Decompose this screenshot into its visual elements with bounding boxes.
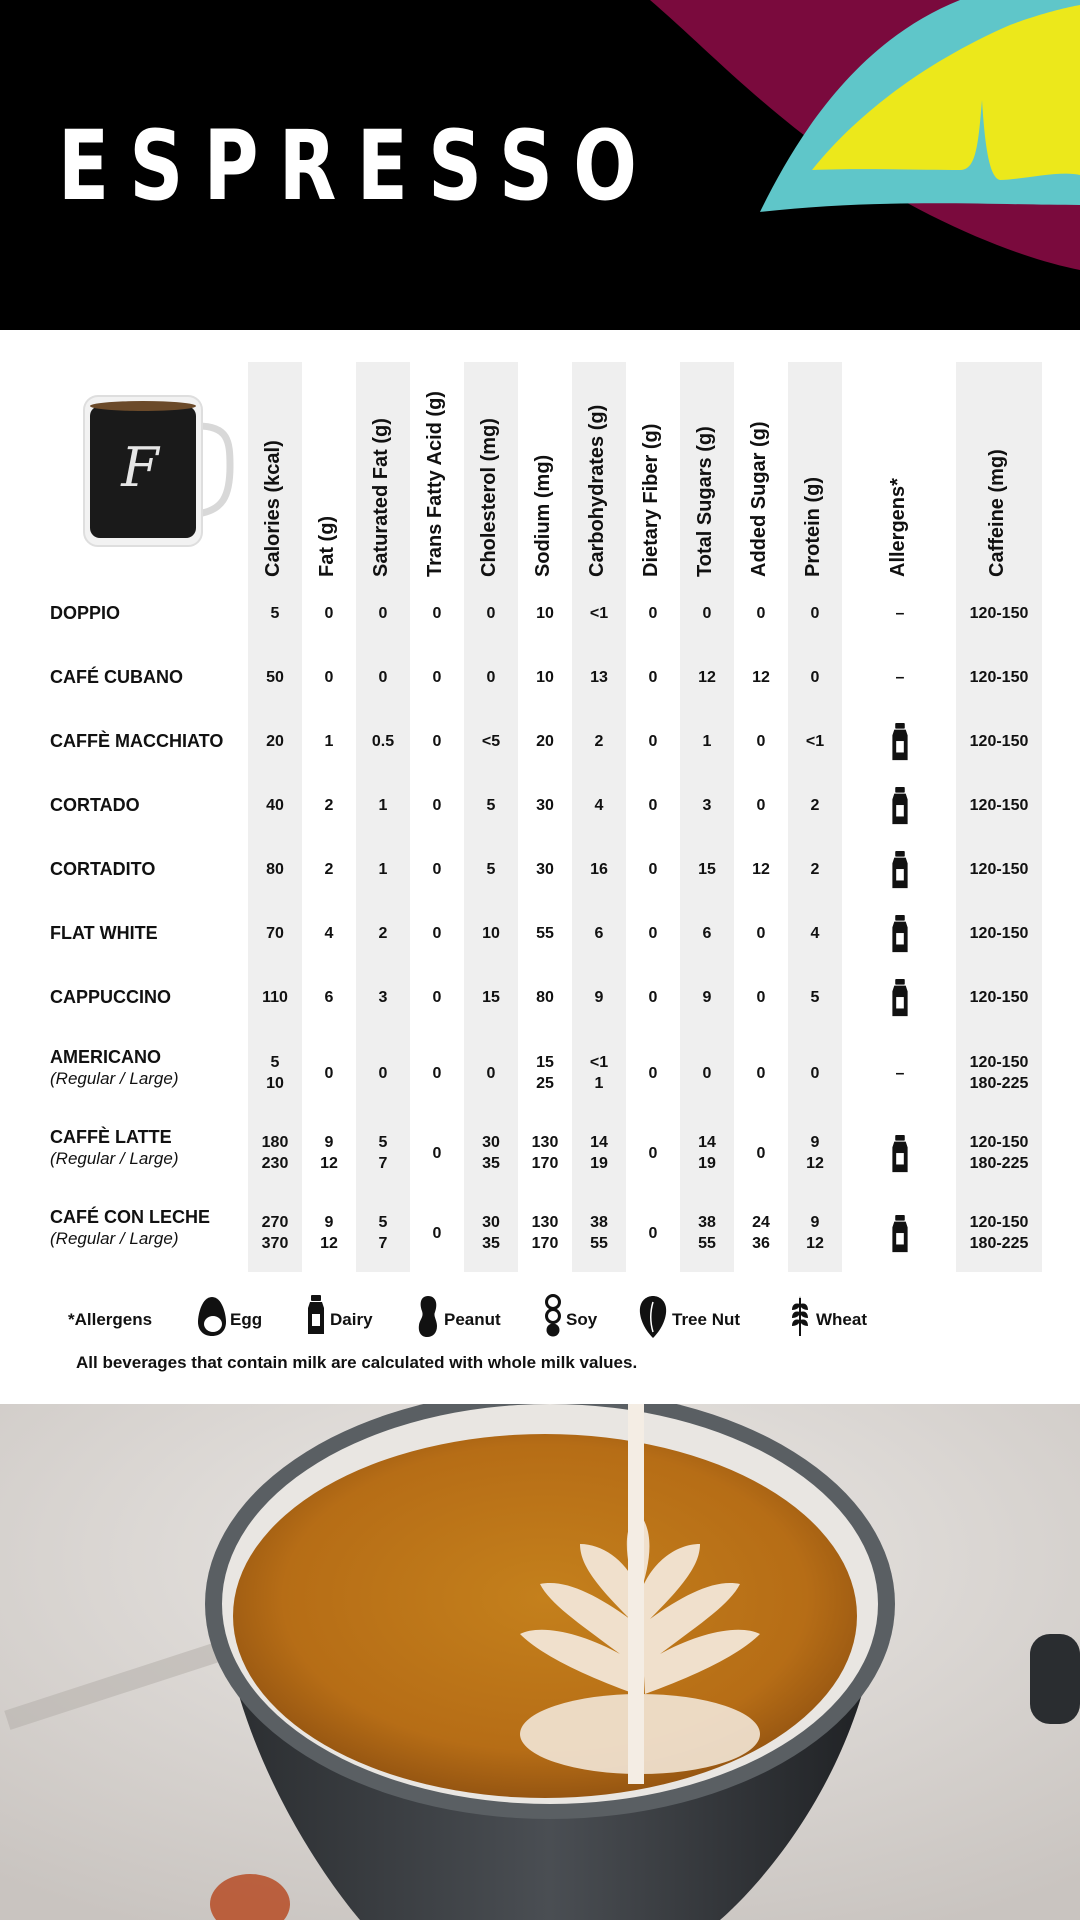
nutrition-value: 30 xyxy=(536,797,554,814)
nutrition-value: 9 xyxy=(702,989,712,1006)
dairy-icon xyxy=(890,1134,910,1172)
nutrition-value: 4 xyxy=(810,925,820,942)
nutrition-value: 0 xyxy=(378,1065,388,1082)
column-header: Fat (g) xyxy=(316,515,338,577)
drink-size-note: (Regular / Large) xyxy=(50,1069,179,1088)
nutrition-value: 130 170 xyxy=(531,1214,559,1252)
dairy-icon xyxy=(890,850,910,888)
nutrition-value: 0 xyxy=(810,669,820,686)
nutrition-value: 2 xyxy=(810,797,820,814)
nutrition-value: 30 35 xyxy=(482,1214,500,1252)
nutrition-value: 130 170 xyxy=(531,1134,559,1172)
nutrition-value: 4 xyxy=(594,797,604,814)
nutrition-value: 110 xyxy=(262,989,288,1006)
nutrition-value: 70 xyxy=(266,925,284,942)
table-row xyxy=(0,1122,1080,1186)
nutrition-value: 55 xyxy=(536,925,554,942)
page-title: ESPRESSO xyxy=(58,110,658,222)
nutrition-value: 0 xyxy=(486,669,496,686)
nutrition-value: 0 xyxy=(756,1145,766,1162)
legend-label-dairy: Dairy xyxy=(330,1310,373,1329)
nutrition-value: 0 xyxy=(432,1225,442,1242)
nutrition-value: 4 xyxy=(324,925,334,942)
dairy-icon xyxy=(890,786,910,824)
column-header: Total Sugars (g) xyxy=(694,426,716,577)
nutrition-value: 2 xyxy=(324,861,334,878)
nutrition-value: 0 xyxy=(702,605,712,622)
nutrition-value: 9 12 xyxy=(806,1134,824,1172)
table-row xyxy=(0,656,1080,696)
legend-label-soy: Soy xyxy=(566,1310,598,1329)
peanut-icon xyxy=(416,1294,440,1338)
nutrition-value: 5 7 xyxy=(378,1134,388,1172)
nutrition-value: 20 xyxy=(536,733,554,750)
nutrition-value: 10 xyxy=(482,925,500,942)
egg-icon xyxy=(196,1294,228,1338)
legend-label-egg: Egg xyxy=(230,1310,263,1329)
table-row xyxy=(0,592,1080,632)
nutrition-value: 15 25 xyxy=(536,1054,554,1092)
drink-name: AMERICANO xyxy=(50,1047,161,1067)
nutrition-value: 12 xyxy=(698,669,716,686)
nutrition-value: 5 xyxy=(810,989,820,1006)
nutrition-value: 0 xyxy=(648,925,658,942)
caffeine-value: 120-150 xyxy=(969,669,1029,686)
nutrition-value: 0 xyxy=(648,1145,658,1162)
legend-title: *Allergens xyxy=(68,1310,153,1329)
caffeine-value: 120-150 xyxy=(969,797,1029,814)
table-row xyxy=(0,720,1080,760)
nutrition-value: 50 xyxy=(266,669,284,686)
drink-size-note: (Regular / Large) xyxy=(50,1229,179,1248)
nutrition-value: 80 xyxy=(266,861,284,878)
nutrition-value: 10 xyxy=(536,669,554,686)
column-header: Added Sugar (g) xyxy=(748,421,770,577)
tree-nut-icon xyxy=(638,1294,668,1340)
nutrition-value: 2 xyxy=(324,797,334,814)
nutrition-value: 0 xyxy=(648,1065,658,1082)
caffeine-value: 120-150 xyxy=(969,605,1029,622)
drink-name: CAPPUCCINO xyxy=(50,987,172,1007)
nutrition-value: 12 xyxy=(752,669,770,686)
drink-name: CORTADO xyxy=(50,795,140,815)
nutrition-value: 5 10 xyxy=(266,1054,284,1092)
nutrition-value: 0 xyxy=(756,925,766,942)
nutrition-value: 1 xyxy=(378,861,388,878)
drink-size-note: (Regular / Large) xyxy=(50,1149,179,1168)
wheat-icon xyxy=(788,1294,812,1338)
column-header: Saturated Fat (g) xyxy=(370,418,392,577)
column-header: Carbohydrates (g) xyxy=(586,404,608,577)
svg-text:F: F xyxy=(121,436,159,499)
caffeine-value: 120-150 180-225 xyxy=(969,1054,1029,1092)
column-header: Allergens* xyxy=(887,478,909,577)
nutrition-value: 0 xyxy=(756,733,766,750)
nutrition-value: 0 xyxy=(648,1225,658,1242)
nutrition-value: 0 xyxy=(378,669,388,686)
caffeine-value: 120-150 xyxy=(969,989,1029,1006)
nutrition-value: 0 xyxy=(324,605,334,622)
drink-name: CAFÉ CON LECHE xyxy=(50,1207,211,1227)
nutrition-value: 6 xyxy=(594,925,604,942)
nutrition-table xyxy=(0,362,1080,1272)
allergen-none: – xyxy=(895,1065,905,1082)
nutrition-value: 9 xyxy=(594,989,604,1006)
nutrition-value: 0 xyxy=(648,669,658,686)
nutrition-value: 80 xyxy=(536,989,554,1006)
nutrition-value: 0 xyxy=(756,797,766,814)
nutrition-value: 0 xyxy=(378,605,388,622)
nutrition-value: 6 xyxy=(324,989,334,1006)
header-banner xyxy=(0,0,1080,330)
nutrition-value: 0 xyxy=(648,605,658,622)
nutrition-value: 14 19 xyxy=(590,1134,608,1172)
nutrition-value: 0 xyxy=(432,861,442,878)
latte-art-photo xyxy=(0,1404,1080,1920)
allergen-legend xyxy=(0,1288,1080,1338)
nutrition-value: 0 xyxy=(324,669,334,686)
nutrition-value: 0 xyxy=(432,669,442,686)
column-header: Cholesterol (mg) xyxy=(478,418,500,577)
dairy-icon xyxy=(890,722,910,760)
nutrition-value: 0 xyxy=(810,1065,820,1082)
nutrition-value: 38 55 xyxy=(590,1214,608,1252)
nutrition-value: 1 xyxy=(702,733,712,750)
nutrition-value: 0 xyxy=(648,797,658,814)
nutrition-value: 1 xyxy=(324,733,334,750)
dairy-icon xyxy=(306,1294,326,1336)
nutrition-value: 5 7 xyxy=(378,1214,388,1252)
nutrition-value: 0 xyxy=(756,1065,766,1082)
nutrition-value: 0 xyxy=(432,1145,442,1162)
nutrition-value: 0 xyxy=(432,797,442,814)
espresso-mug-icon xyxy=(78,386,238,556)
nutrition-value: 0 xyxy=(432,1065,442,1082)
nutrition-value: 5 xyxy=(270,605,280,622)
caffeine-value: 120-150 xyxy=(969,861,1029,878)
caffeine-value: 120-150 xyxy=(969,925,1029,942)
nutrition-value: 38 55 xyxy=(698,1214,716,1252)
nutrition-value: 0 xyxy=(432,605,442,622)
nutrition-value: 14 19 xyxy=(698,1134,716,1172)
drink-name: DOPPIO xyxy=(50,603,121,623)
nutrition-value: 9 12 xyxy=(806,1214,824,1252)
nutrition-value: 9 12 xyxy=(320,1134,338,1172)
nutrition-value: 0 xyxy=(702,1065,712,1082)
column-header: Protein (g) xyxy=(802,477,824,577)
table-row xyxy=(0,912,1080,952)
nutrition-value: 12 xyxy=(752,861,770,878)
legend-label-peanut: Peanut xyxy=(444,1310,501,1329)
table-row xyxy=(0,1202,1080,1266)
drink-name: CORTADITO xyxy=(50,859,156,879)
nutrition-value: <1 xyxy=(589,605,609,622)
nutrition-value: 0 xyxy=(756,605,766,622)
nutrition-value: 0 xyxy=(432,925,442,942)
nutrition-value: 3 xyxy=(378,989,388,1006)
nutrition-value: 24 36 xyxy=(752,1214,770,1252)
dairy-icon xyxy=(890,914,910,952)
nutrition-value: 30 xyxy=(536,861,554,878)
table-row xyxy=(0,976,1080,1016)
column-header: Caffeine (mg) xyxy=(986,449,1008,577)
nutrition-value: 2 xyxy=(594,733,604,750)
nutrition-value: 13 xyxy=(590,669,608,686)
nutrition-value: 30 35 xyxy=(482,1134,500,1172)
nutrition-value: 5 xyxy=(486,797,496,814)
nutrition-value: 9 12 xyxy=(320,1214,338,1252)
allergen-none: – xyxy=(895,605,905,622)
nutrition-value: 16 xyxy=(590,861,608,878)
drink-name: CAFFÈ MACCHIATO xyxy=(50,731,224,751)
legend-label-tree-nut: Tree Nut xyxy=(672,1310,741,1329)
caffeine-value: 120-150 180-225 xyxy=(969,1214,1029,1252)
nutrition-value: 0 xyxy=(756,989,766,1006)
nutrition-value: 180 230 xyxy=(261,1134,289,1172)
drink-name: CAFFÈ LATTE xyxy=(50,1127,172,1147)
nutrition-value: 0 xyxy=(648,733,658,750)
caffeine-value: 120-150 180-225 xyxy=(969,1134,1029,1172)
nutrition-value: 15 xyxy=(482,989,500,1006)
table-row xyxy=(0,784,1080,824)
nutrition-value: 0 xyxy=(648,861,658,878)
nutrition-value: 0 xyxy=(486,605,496,622)
table-row xyxy=(0,848,1080,888)
nutrition-value: 20 xyxy=(266,733,284,750)
nutrition-value: 0 xyxy=(486,1065,496,1082)
column-header: Calories (kcal) xyxy=(262,440,284,577)
soy-icon xyxy=(544,1294,562,1338)
caffeine-value: 120-150 xyxy=(969,733,1029,750)
milk-note: All beverages that contain milk are calculated with whole milk values. xyxy=(76,1353,638,1372)
nutrition-value: <1 xyxy=(805,733,825,750)
nutrition-value: 0 xyxy=(324,1065,334,1082)
nutrition-value: <5 xyxy=(481,733,501,750)
dairy-icon xyxy=(890,978,910,1016)
nutrition-value: 270 370 xyxy=(261,1214,289,1252)
column-header: Trans Fatty Acid (g) xyxy=(424,391,446,577)
allergen-none: – xyxy=(895,669,905,686)
drink-name: FLAT WHITE xyxy=(50,923,158,943)
nutrition-value: 0 xyxy=(432,733,442,750)
nutrition-value: 0 xyxy=(648,989,658,1006)
nutrition-value: 1 xyxy=(378,797,388,814)
nutrition-value: 0.5 xyxy=(371,733,395,750)
nutrition-value: <1 1 xyxy=(589,1054,609,1092)
legend-label-wheat: Wheat xyxy=(816,1310,867,1329)
drink-name: CAFÉ CUBANO xyxy=(50,667,183,687)
table-row xyxy=(0,1042,1080,1106)
nutrition-value: 0 xyxy=(432,989,442,1006)
nutrition-value: 40 xyxy=(266,797,284,814)
dairy-icon xyxy=(890,1214,910,1252)
nutrition-value: 15 xyxy=(698,861,716,878)
nutrition-value: 3 xyxy=(702,797,712,814)
nutrition-value: 10 xyxy=(536,605,554,622)
nutrition-value: 0 xyxy=(810,605,820,622)
column-header: Dietary Fiber (g) xyxy=(640,423,662,577)
nutrition-value: 6 xyxy=(702,925,712,942)
nutrition-value: 5 xyxy=(486,861,496,878)
nutrition-value: 2 xyxy=(378,925,388,942)
column-header: Sodium (mg) xyxy=(532,454,554,577)
nutrition-value: 2 xyxy=(810,861,820,878)
